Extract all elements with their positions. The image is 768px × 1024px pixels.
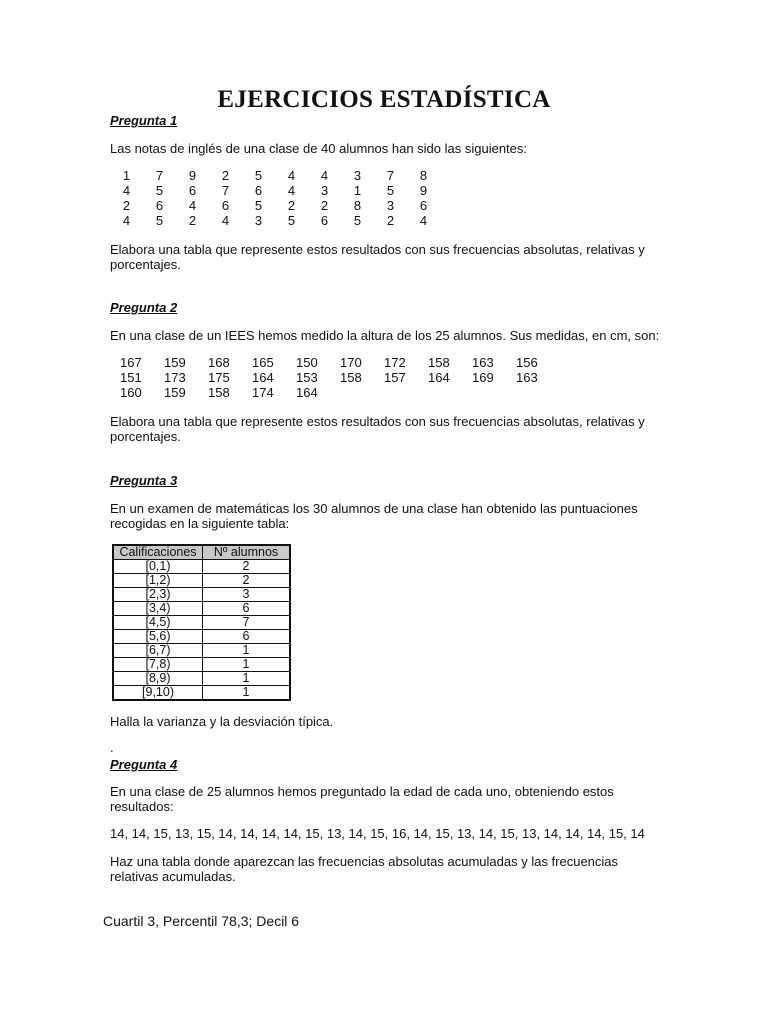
- question-1-heading: Pregunta 1: [110, 113, 178, 128]
- grade-interval-cell: [7,8): [113, 658, 203, 672]
- height-cell: [506, 385, 550, 400]
- grade-cell: 4: [287, 168, 296, 183]
- grade-cell: 5: [155, 183, 164, 198]
- grade-cell: 5: [254, 168, 263, 183]
- grades-table-row: [113, 602, 290, 616]
- height-cell: 157: [384, 370, 406, 385]
- student-count-cell: 2: [203, 574, 291, 588]
- grade-cell: 7: [155, 168, 164, 183]
- grade-cell: 8: [353, 198, 362, 213]
- grade-cell: 2: [287, 198, 296, 213]
- grade-cell: 9: [188, 168, 197, 183]
- height-cell: 163: [472, 355, 494, 370]
- student-count-cell: 6: [203, 602, 291, 616]
- question-4-data-line: 14, 14, 15, 13, 15, 14, 14, 14, 14, 15, 13, 14, 15, 16, 14, 15, 13, 14, 15, 13, 14, 14, 14, 15, 14: [110, 826, 645, 841]
- height-cell: 151: [120, 370, 142, 385]
- question-2-heading: Pregunta 2: [110, 300, 178, 315]
- grade-interval-cell: [8,9): [113, 672, 203, 686]
- grades-table-row: [113, 686, 290, 701]
- grades-row: [110, 198, 440, 213]
- student-count-cell: 2: [203, 560, 291, 574]
- height-cell: [374, 385, 418, 400]
- grade-cell: 6: [419, 198, 428, 213]
- grade-cell: 5: [155, 213, 164, 228]
- grade-cell: 6: [155, 198, 164, 213]
- grade-cell: 4: [122, 213, 131, 228]
- question-1-grades-grid: [110, 168, 440, 228]
- grade-cell: 4: [419, 213, 428, 228]
- grades-table-row: [113, 574, 290, 588]
- grades-row: [110, 213, 440, 228]
- grade-interval-cell: [2,3): [113, 588, 203, 602]
- question-4-heading: Pregunta 4: [110, 757, 178, 772]
- student-count-cell: 1: [203, 672, 291, 686]
- grade-cell: 3: [254, 213, 263, 228]
- grade-cell: 1: [122, 168, 131, 183]
- height-cell: 174: [252, 385, 274, 400]
- height-cell: 169: [472, 370, 494, 385]
- question-3-intro: En un examen de matemáticas los 30 alumnos de una clase han obtenido las puntuaciones recogidas en la siguiente tabla:: [110, 501, 638, 531]
- grades-table-row: [113, 588, 290, 602]
- grades-table-row: [113, 644, 290, 658]
- height-cell: 164: [296, 385, 318, 400]
- grade-interval-cell: [0,1): [113, 560, 203, 574]
- grades-table-row: [113, 672, 290, 686]
- height-cell: 158: [428, 355, 450, 370]
- height-cell: 158: [208, 385, 230, 400]
- student-count-cell: 1: [203, 686, 291, 701]
- grade-interval-cell: [6,7): [113, 644, 203, 658]
- height-cell: 170: [340, 355, 362, 370]
- grade-cell: 6: [221, 198, 230, 213]
- question-1-task: Elabora una tabla que represente estos resultados con sus frecuencias absolutas, relativas y porcentajes.: [110, 242, 645, 272]
- grade-cell: 2: [386, 213, 395, 228]
- grades-table-row: [113, 630, 290, 644]
- question-3-heading: Pregunta 3: [110, 473, 178, 488]
- question-4-intro: En una clase de 25 alumnos hemos preguntado la edad de cada uno, obteniendo estos resultados:: [110, 784, 614, 814]
- grade-cell: 5: [353, 213, 362, 228]
- student-count-cell: 1: [203, 658, 291, 672]
- grade-cell: 9: [419, 183, 428, 198]
- question-2-intro: En una clase de un IEES hemos medido la altura de los 25 alumnos. Sus medidas, en cm, son:: [110, 328, 660, 343]
- grade-cell: 6: [320, 213, 329, 228]
- height-cell: [418, 385, 462, 400]
- height-cell: 159: [164, 385, 186, 400]
- question-3-task: Halla la varianza y la desviación típica.: [110, 714, 334, 729]
- grade-cell: 3: [386, 198, 395, 213]
- height-cell: [330, 385, 374, 400]
- height-cell: 158: [340, 370, 362, 385]
- grades-table-row: [113, 658, 290, 672]
- grades-row: [110, 168, 440, 183]
- height-cell: 164: [252, 370, 274, 385]
- grade-cell: 5: [254, 198, 263, 213]
- grades-table-header: Nº alumnos: [203, 545, 291, 560]
- grade-cell: 2: [188, 213, 197, 228]
- grades-table-header-row: [113, 545, 290, 560]
- height-cell: 159: [164, 355, 186, 370]
- question-2-task: Elabora una tabla que represente estos resultados con sus frecuencias absolutas, relativas y porcentajes.: [110, 414, 645, 444]
- grade-cell: 7: [386, 168, 395, 183]
- height-cell: 167: [120, 355, 142, 370]
- height-cell: 164: [428, 370, 450, 385]
- grade-interval-cell: [1,2): [113, 574, 203, 588]
- height-cell: 163: [516, 370, 538, 385]
- grade-cell: 3: [353, 168, 362, 183]
- grade-cell: 8: [419, 168, 428, 183]
- grade-cell: 4: [320, 168, 329, 183]
- question-1-intro: Las notas de inglés de una clase de 40 alumnos han sido las siguientes:: [110, 141, 528, 156]
- height-cell: 168: [208, 355, 230, 370]
- heights-row: [110, 355, 550, 370]
- question-2-heights-grid: [110, 355, 550, 400]
- heights-row: [110, 385, 550, 400]
- grade-interval-cell: [5,6): [113, 630, 203, 644]
- height-cell: 165: [252, 355, 274, 370]
- grades-table: [112, 544, 291, 701]
- student-count-cell: 6: [203, 630, 291, 644]
- grade-cell: 1: [353, 183, 362, 198]
- grade-cell: 4: [122, 183, 131, 198]
- grades-table-row: [113, 616, 290, 630]
- page-title: EJERCICIOS ESTADÍSTICA: [217, 86, 551, 113]
- grade-interval-cell: [3,4): [113, 602, 203, 616]
- grade-interval-cell: [4,5): [113, 616, 203, 630]
- footer-note: Cuartil 3, Percentil 78,3; Decil 6: [103, 913, 300, 929]
- grades-row: [110, 183, 440, 198]
- grade-cell: 4: [188, 198, 197, 213]
- height-cell: 173: [164, 370, 186, 385]
- height-cell: 153: [296, 370, 318, 385]
- height-cell: 172: [384, 355, 406, 370]
- grades-table-header: Calificaciones: [113, 545, 203, 560]
- stray-dot: .: [110, 740, 114, 755]
- grade-cell: 4: [287, 183, 296, 198]
- heights-row: [110, 370, 550, 385]
- grade-cell: 6: [254, 183, 263, 198]
- grades-table-row: [113, 560, 290, 574]
- student-count-cell: 3: [203, 588, 291, 602]
- grade-cell: 6: [188, 183, 197, 198]
- height-cell: 150: [296, 355, 318, 370]
- grade-cell: 5: [287, 213, 296, 228]
- height-cell: [462, 385, 506, 400]
- grade-cell: 2: [221, 168, 230, 183]
- grade-cell: 2: [122, 198, 131, 213]
- grade-interval-cell: [9,10): [113, 686, 203, 701]
- height-cell: 160: [120, 385, 142, 400]
- grade-cell: 3: [320, 183, 329, 198]
- height-cell: 175: [208, 370, 230, 385]
- student-count-cell: 1: [203, 644, 291, 658]
- grade-cell: 7: [221, 183, 230, 198]
- height-cell: 156: [516, 355, 538, 370]
- question-4-task: Haz una tabla donde aparezcan las frecuencias absolutas acumuladas y las frecuencias relativas acumuladas.: [110, 854, 619, 884]
- grade-cell: 4: [221, 213, 230, 228]
- student-count-cell: 7: [203, 616, 291, 630]
- grade-cell: 5: [386, 183, 395, 198]
- grade-cell: 2: [320, 198, 329, 213]
